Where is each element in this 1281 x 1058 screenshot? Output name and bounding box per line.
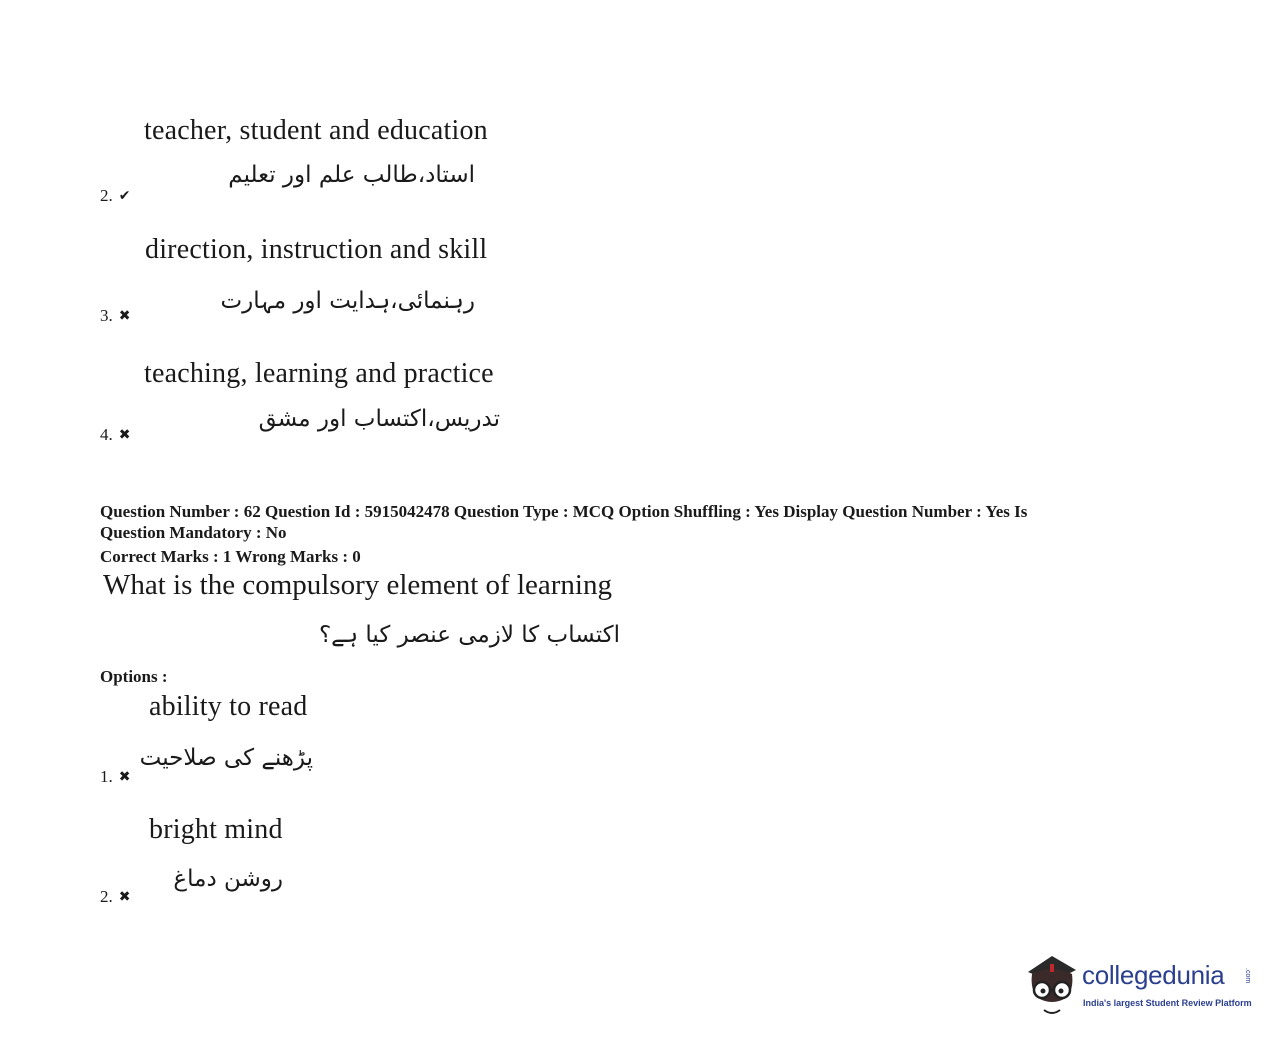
option-2b-label <box>100 887 130 907</box>
collegedunia-logo <box>1022 950 1257 1022</box>
option-number: 3. <box>100 306 113 325</box>
logo-wordmark: collegedunia <box>1082 960 1225 990</box>
option-3-label <box>100 306 130 326</box>
option-number: 2. <box>100 887 113 906</box>
mascot-icon <box>1022 950 1082 1022</box>
option-1-english: ability to read <box>149 691 308 722</box>
question-marks: Correct Marks : 1 Wrong Marks : 0 <box>100 547 361 566</box>
logo-tld: .com <box>1244 968 1251 984</box>
correct-check-icon: ✔ <box>118 188 131 204</box>
wrong-cross-icon: ✖ <box>118 427 131 443</box>
wrong-cross-icon: ✖ <box>118 889 131 905</box>
wrong-cross-icon: ✖ <box>118 769 131 785</box>
option-number: 2. <box>100 186 113 205</box>
option-1-label <box>100 767 130 787</box>
option-number: 4. <box>100 425 113 444</box>
options-label: Options : <box>100 667 168 686</box>
option-4-urdu: تدریس،اکتساب اور مشق <box>258 406 500 432</box>
wrong-cross-icon: ✖ <box>118 308 131 324</box>
option-number: 1. <box>100 767 113 786</box>
option-2b-english: bright mind <box>149 814 283 845</box>
option-2b-urdu: روشن دماغ <box>173 866 283 892</box>
option-3-urdu: رہنمائی،ہدایت اور مہارت <box>220 288 475 314</box>
option-3-english: direction, instruction and skill <box>145 234 488 265</box>
question-english: What is the compulsory element of learning <box>103 569 612 601</box>
question-urdu: اکتساب کا لازمی عنصر کیا ہے؟ <box>318 622 620 648</box>
option-2-english: teacher, student and education <box>144 115 488 146</box>
option-1-urdu: پڑھنے کی صلاحیت <box>139 745 313 771</box>
option-2-urdu: استاد،طالب علم اور تعلیم <box>228 162 475 188</box>
option-4-english: teaching, learning and practice <box>144 358 494 389</box>
logo-tagline: India's largest Student Review Platform <box>1083 998 1252 1008</box>
option-4-label <box>100 425 130 445</box>
question-meta-line2: Question Mandatory : No <box>100 523 287 542</box>
question-meta-line1: Question Number : 62 Question Id : 5915042478 Question Type : MCQ Option Shuffling : Yes Display Question Number : Yes Is <box>100 502 1028 521</box>
option-2-label <box>100 186 130 206</box>
